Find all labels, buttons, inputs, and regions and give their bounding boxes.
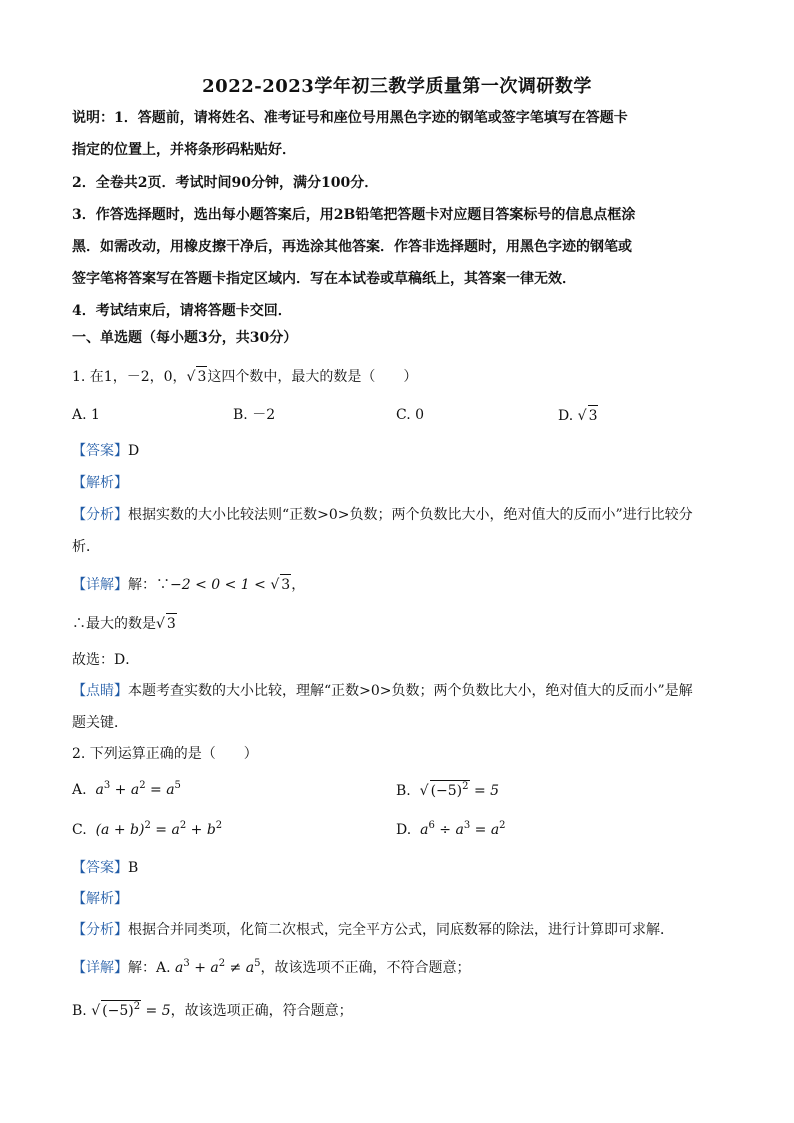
q1-analysis-label: 【解析】: [72, 475, 128, 491]
q1-option-b: B. －2: [233, 407, 276, 423]
q1-option-a: A. 1: [72, 407, 100, 423]
q1-therefore: ∴最大的数是√ 3: [72, 613, 732, 634]
instructions-line-6: 签字笔将答案写在答题卡指定区域内．写在本试卷或草稿纸上，其答案一律无效．: [72, 271, 576, 287]
q1-dianjing-1: 【点睛】本题考查实数的大小比较，理解“正数>0>负数；两个负数比大小，绝对值大的反而小”是解: [72, 683, 693, 699]
page-title: 2022-2023学年初三教学质量第一次调研数学: [202, 76, 592, 97]
q2-option-d: D. $a^6 \div a^3 = a^2$: [396, 820, 506, 838]
instructions-line-3: 2．全卷共2页．考试时间90分钟，满分100分．: [72, 175, 379, 191]
instructions-line-2: 指定的位置上，并将条形码粘贴好．: [72, 142, 296, 158]
q2-fenxi: 【分析】根据合并同类项，化简二次根式，完全平方公式，同底数幂的除法，进行计算即可求解．: [72, 922, 674, 938]
q2-option-b: B. √ $(-5)^2 = 5$: [396, 780, 499, 803]
q1-option-c: C. 0: [396, 407, 425, 423]
q2-detail-b: B. √ $(-5)^2 = 5$，故该选项正确，符合题意；: [72, 1000, 732, 1023]
section-heading: 一、单选题（每小题3分，共30分）: [72, 330, 298, 346]
instructions-line-1: 说明：1．答题前，请将姓名、准考证号和座位号用黑色字迹的钢笔或签字笔填写在答题卡: [72, 110, 628, 126]
q2-stem: 2. 下列运算正确的是（ ）: [72, 746, 258, 762]
q1-stem: 1. 在1，－2，0，√ 3这四个数中，最大的数是（ ）: [72, 366, 732, 387]
q1-fenxi-2: 析．: [72, 539, 100, 555]
q2-analysis-label: 【解析】: [72, 891, 128, 907]
sqrt-symbol: √: [186, 369, 196, 385]
q1-fenxi-1: 【分析】根据实数的大小比较法则“正数>0>负数；两个负数比大小，绝对值大的反而小”进行比较分: [72, 507, 693, 523]
instructions-line-7: 4．考试结束后，请将答题卡交回．: [72, 303, 292, 319]
q1-choose: 故选：D．: [72, 652, 140, 668]
q2-option-c: C. $(a + b)^2 = a^2 + b^2$: [72, 820, 223, 838]
q1-answer: 【答案】D: [72, 443, 140, 459]
q2-answer: 【答案】B: [72, 860, 139, 876]
instructions-line-4: 3．作答选择题时，选出每小题答案后，用2B铅笔把答题卡对应题目答案标号的信息点框涂: [72, 207, 636, 223]
q2-detail-a: 【详解】解：A. $a^3 + a^2 \ne a^5$，故该选项不正确，不符合题意；: [72, 958, 471, 976]
q2-option-a: A. $a^3 + a^2 = a^5$: [72, 780, 181, 798]
q1-option-d: D. √ 3: [558, 405, 598, 426]
q1-dianjing-2: 题关键．: [72, 715, 128, 731]
instructions-line-5: 黑．如需改动，用橡皮擦干净后，再选涂其他答案．作答非选择题时，用黑色字迹的钢笔或: [72, 239, 632, 255]
q1-detail: 【详解】解：∵−2 < 0 < 1 < √ 3，: [72, 574, 732, 595]
